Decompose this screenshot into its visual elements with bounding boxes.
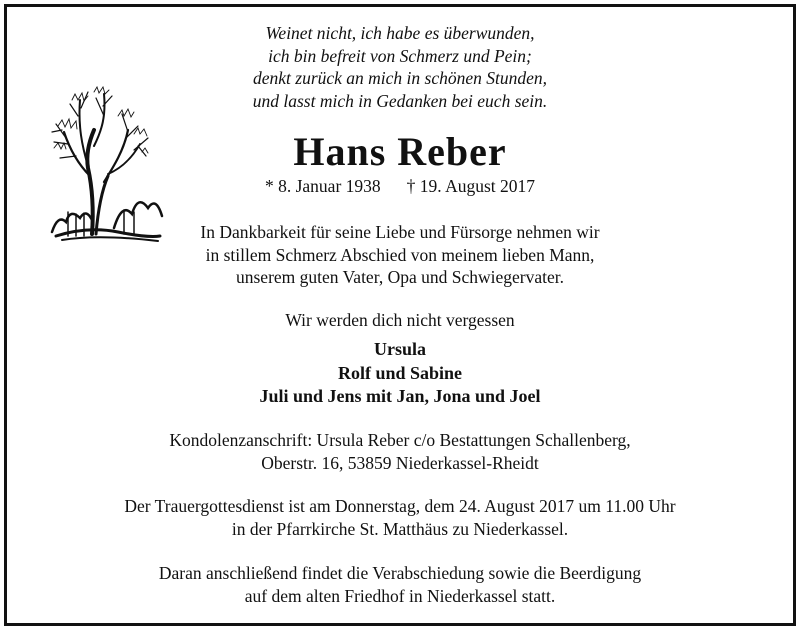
family-line: Rolf und Sabine: [337, 362, 463, 383]
poem-line: und lasst mich in Gedanken bei euch sein.: [252, 90, 548, 111]
motto: Wir werden dich nicht vergessen: [285, 310, 515, 330]
service-info: [80, 495, 720, 540]
service-line: in der Pfarrkirche St. Matthäus zu Niederkassel.: [231, 518, 569, 539]
gratitude-line: In Dankbarkeit für seine Liebe und Fürsorge nehmen wir: [200, 222, 600, 242]
gratitude-line: in stillem Schmerz Abschied von meinem lieben Mann,: [205, 244, 595, 265]
deceased-name: Hans Reber: [293, 129, 507, 174]
burial-line: Daran anschließend findet die Verabschiedung sowie die Beerdigung: [158, 563, 642, 583]
birth-date: * 8. Januar 1938: [264, 176, 381, 196]
family-names: [80, 338, 720, 409]
condolence-line: Oberstr. 16, 53859 Niederkassel-Rheidt: [261, 452, 539, 473]
condolence-address: [80, 429, 720, 474]
life-dates: [80, 175, 720, 197]
death-date: † 19. August 2017: [406, 176, 536, 196]
burial-line: auf dem alten Friedhof in Niederkassel statt.: [244, 585, 556, 606]
poem-line: ich bin befreit von Schmerz und Pein;: [268, 45, 532, 66]
poem-line: denkt zurück an mich in schönen Stunden,: [252, 68, 548, 88]
condolence-line: Kondolenzanschrift: Ursula Reber c/o Bestattungen Schallenberg,: [169, 430, 631, 450]
service-line: Der Trauergottesdienst ist am Donnerstag, dem 24. August 2017 um 11.00 Uhr: [124, 496, 676, 516]
gratitude-line: unserem guten Vater, Opa und Schwiegervater.: [236, 267, 564, 287]
burial-info: [80, 562, 720, 607]
family-line: Juli und Jens mit Jan, Jona und Joel: [259, 386, 541, 406]
family-line: Ursula: [373, 339, 426, 359]
poem-line: Weinet nicht, ich habe es überwunden,: [265, 23, 535, 43]
gratitude-text: [80, 221, 720, 289]
poem: [80, 22, 720, 112]
